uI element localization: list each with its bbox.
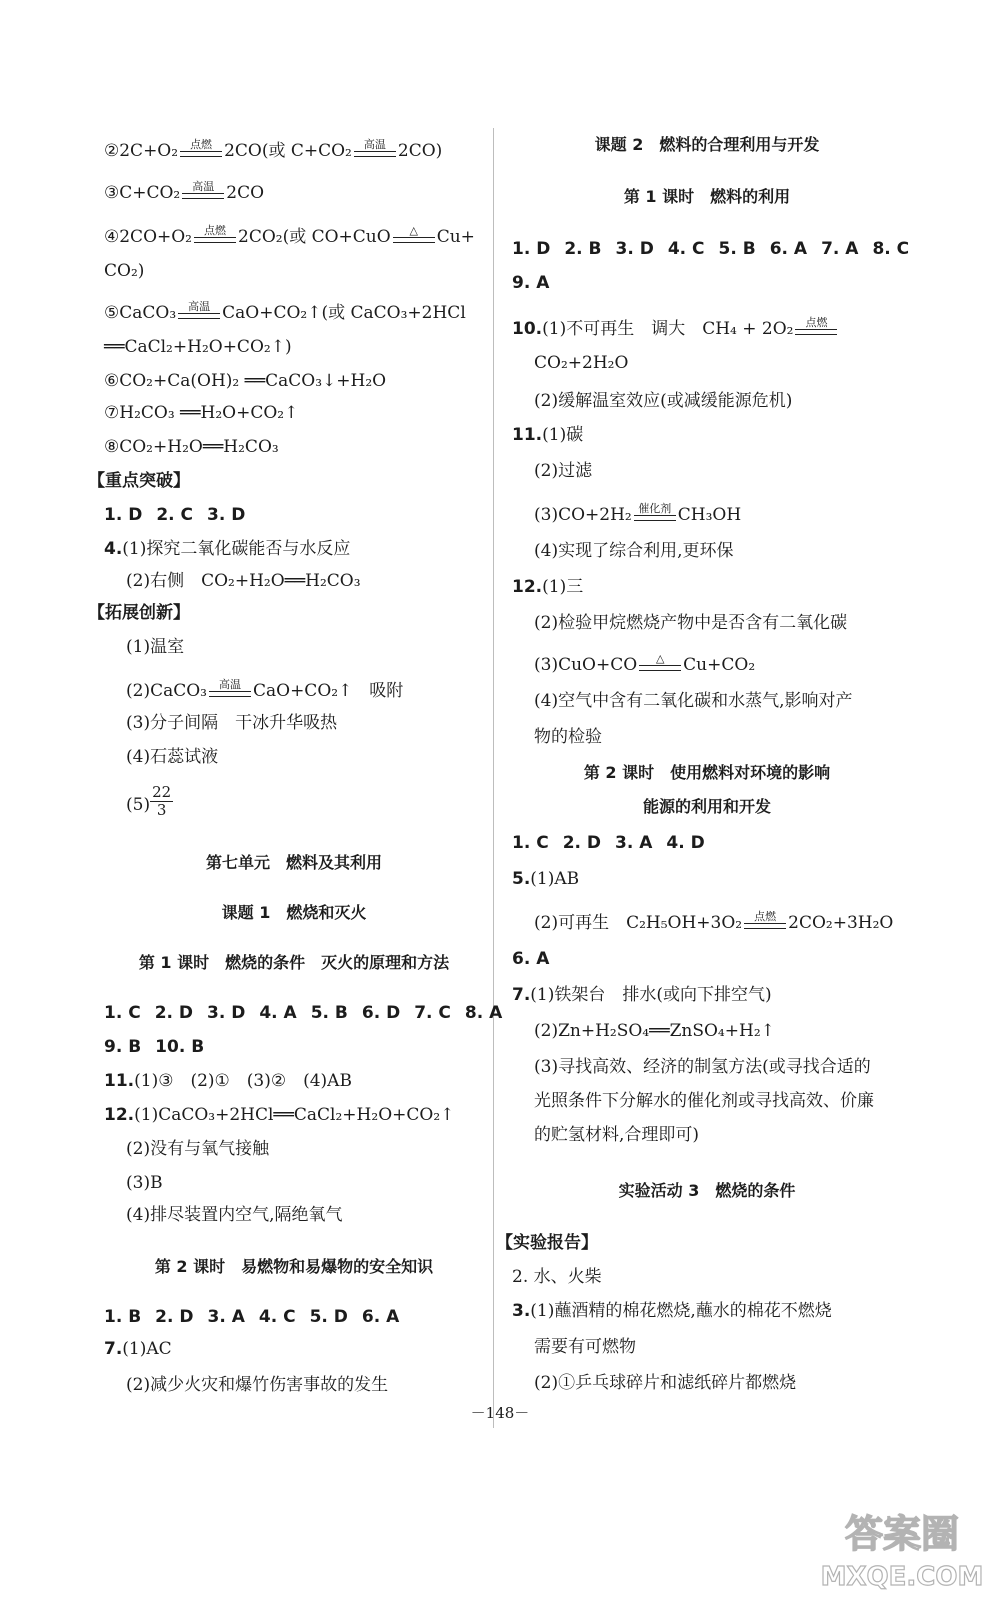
equation-7: ⑦H₂CO₃ ══H₂O+CO₂↑: [104, 403, 299, 423]
answer-row: 1. D 2. B 3. D 4. C 5. B 6. A 7. A 8. C: [512, 239, 910, 259]
lesson-subtitle: 能源的利用和开发: [642, 797, 771, 816]
extension-2: (2)CaCO₃ 高温 CaO+CO₂↑ 吸附: [126, 677, 404, 701]
section-extension-innovation: 【拓展创新】: [88, 603, 190, 623]
answer-row: 1. C 2. D 3. D 4. A 5. B 6. D 7. C 8. A: [104, 1003, 503, 1023]
equation-8: ⑧CO₂+H₂O══H₂CO₃: [104, 437, 279, 457]
extension-3: (3)分子间隔 干冰升华吸热: [126, 713, 338, 733]
answer-item-11-4: (4)实现了综合利用,更环保: [534, 541, 734, 561]
answer-item-7-3-cont2: 的贮氢材料,合理即可): [534, 1125, 700, 1145]
extension-5: (5) $\frac{22}{3}$: [126, 783, 172, 819]
report-item-3-cont: 需要有可燃物: [534, 1337, 636, 1357]
answer-item-5: 5.(1)AB: [512, 869, 580, 889]
answer-item-12-3: (3)CuO+CO △ Cu+CO₂: [534, 651, 756, 675]
report-item-2: 2. 水、火柴: [512, 1267, 602, 1287]
answer-item-12: 12.(1)三: [512, 577, 584, 597]
answer-row: 1. D 2. C 3. D: [104, 505, 246, 525]
answer-item-7: 7.(1)AC: [104, 1339, 172, 1359]
watermark-url: MXQE.COM: [820, 1562, 984, 1592]
section-experiment-report: 【实验报告】: [496, 1233, 598, 1253]
equation-3: ③C+CO₂ 高温 2CO: [104, 179, 265, 203]
answer-row: 1. B 2. D 3. A 4. C 5. D 6. A: [104, 1307, 400, 1327]
answer-item-11: 11.(1)③ (2)① (3)② (4)AB: [104, 1071, 352, 1091]
report-item-3-2: (2)①乒乓球碎片和滤纸碎片都燃烧: [534, 1373, 797, 1393]
answer-item-6: 6. A: [512, 949, 550, 969]
section-key-breakthrough: 【重点突破】: [88, 471, 190, 491]
answer-item-4: 4.(1)探究二氧化碳能否与水反应: [104, 539, 351, 559]
equation-2: ②2C+O₂ 点燃 2CO(或 C+CO₂ 高温 2CO): [104, 137, 443, 161]
report-item-3: 3.(1)蘸酒精的棉花燃烧,蘸水的棉花不燃烧: [512, 1301, 832, 1321]
answer-row: 9. B 10. B: [104, 1037, 205, 1057]
answer-item-11: 11.(1)碳: [512, 425, 584, 445]
answer-item-10: 10.(1)不可再生 调大 CH₄ + 2O₂ 点燃: [512, 318, 839, 340]
answer-item-12-2: (2)没有与氧气接触: [126, 1139, 270, 1159]
answer-item-12-2: (2)检验甲烷燃烧产物中是否含有二氧化碳: [534, 613, 848, 633]
answer-item-7-3-cont: 光照条件下分解水的催化剂或寻找高效、价廉: [534, 1091, 874, 1111]
answer-item-10-2: (2)缓解温室效应(或减缓能源危机): [534, 391, 793, 411]
answer-item-12-4-cont: 物的检验: [534, 727, 602, 747]
extension-1: (1)温室: [126, 637, 185, 657]
answer-item-7: 7.(1)铁架台 排水(或向下排空气): [512, 985, 772, 1005]
unit-title: 第七单元 燃料及其利用: [205, 853, 382, 872]
answer-item-7-2: (2)Zn+H₂SO₄══ZnSO₄+H₂↑: [534, 1021, 775, 1041]
lesson-title: 第 1 课时 燃烧的条件 灭火的原理和方法: [138, 953, 450, 972]
lesson-title: 第 1 课时 燃料的利用: [623, 187, 791, 206]
equation-4-cont: CO₂): [104, 261, 145, 281]
answer-item-5-2: (2)可再生 C₂H₅OH+3O₂ 点燃 2CO₂+3H₂O: [534, 909, 894, 933]
answer-item-7-3: (3)寻找高效、经济的制氢方法(或寻找合适的: [534, 1057, 871, 1077]
answer-item-11-2: (2)过滤: [534, 461, 593, 481]
answer-item-10-cont: CO₂+2H₂O: [534, 353, 629, 373]
answer-item-7-2: (2)减少火灾和爆竹伤害事故的发生: [126, 1375, 389, 1395]
equation-5: ⑤CaCO₃ 高温 CaO+CO₂↑(或 CaCO₃+2HCl: [104, 299, 466, 323]
experiment-title: 实验活动 3 燃烧的条件: [618, 1181, 796, 1200]
lesson-title: 第 2 课时 易燃物和易爆物的安全知识: [154, 1257, 434, 1276]
equation-4: ④2CO+O₂ 点燃 2CO₂(或 CO+CuO △ Cu+: [104, 223, 475, 247]
answer-row: 1. C 2. D 3. A 4. D: [512, 833, 705, 853]
answer-item-4-2: (2)右侧 CO₂+H₂O══H₂CO₃: [126, 571, 361, 591]
topic-title: 课题 2 燃料的合理利用与开发: [594, 135, 820, 154]
answer-item-12-4: (4)空气中含有二氧化碳和水蒸气,影响对产: [534, 691, 853, 711]
watermark-text: 答案圈: [844, 1512, 960, 1556]
answer-item-11-3: (3)CO+2H₂ 催化剂 CH₃OH: [534, 501, 742, 525]
extension-4: (4)石蕊试液: [126, 747, 219, 767]
fraction: $\frac{22}{3}$: [152, 783, 172, 819]
page-number: －148－: [470, 1404, 530, 1422]
answer-item-12-4: (4)排尽装置内空气,隔绝氧气: [126, 1205, 343, 1225]
lesson-title: 第 2 课时 使用燃料对环境的影响: [583, 763, 831, 782]
answer-item-9: 9. A: [512, 273, 550, 293]
equation-5-cont: ══CaCl₂+H₂O+CO₂↑): [104, 337, 292, 357]
watermark-logo: [812, 1505, 992, 1595]
answer-item-12-3: (3)B: [126, 1173, 163, 1193]
column-divider: [493, 128, 494, 1428]
equation-6: ⑥CO₂+Ca(OH)₂ ══CaCO₃↓+H₂O: [104, 371, 387, 391]
answer-item-12: 12.(1)CaCO₃+2HCl══CaCl₂+H₂O+CO₂↑: [104, 1105, 455, 1125]
topic-title: 课题 1 燃烧和灭火: [221, 903, 367, 922]
